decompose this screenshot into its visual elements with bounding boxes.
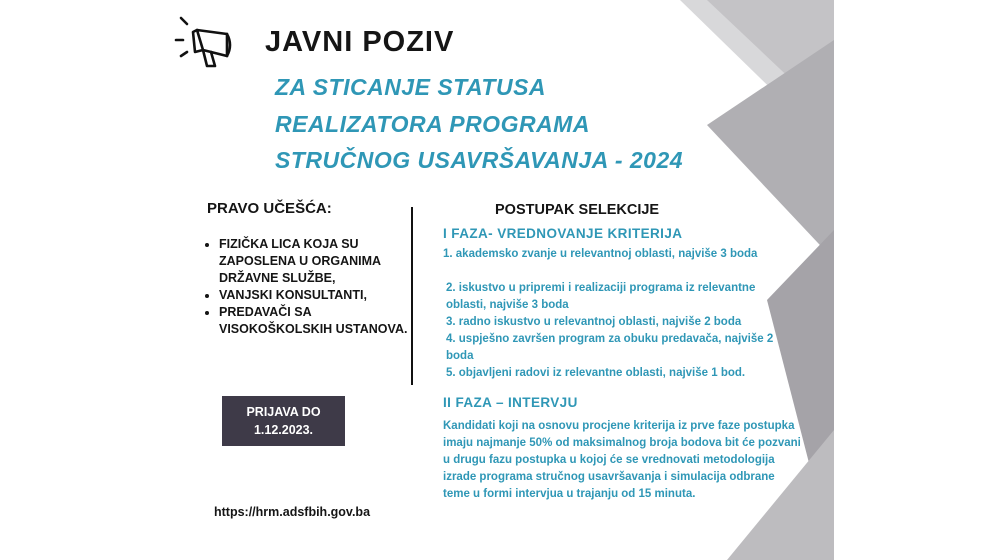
megaphone-icon [173, 10, 243, 78]
website-url: https://hrm.adsfbih.gov.ba [214, 505, 371, 519]
criterion-item: 1. akademsko zvanje u relevantnoj oblasti, najviše 3 boda [443, 248, 758, 260]
list-item: • PREDAVAČI SA VISOKOŠKOLSKIH USTANOVA. [219, 304, 424, 338]
list-item: • FIZIČKA LICA KOJA SU ZAPOSLENA U ORGANIMA DRŽAVNE SLUŽBE, [219, 236, 424, 287]
list-item: • VANJSKI KONSULTANTI, [219, 287, 424, 304]
eligibility-list [203, 236, 424, 338]
phase2-description: Kandidati koji na osnovu procjene kriterija iz prve faze postupka imaju najmanje 50% od maksimalnog broja bodova bit će pozvani u drugu fazu postupka u kojoj će se vrednovati metodologija izrade programa stručnog usavršavanja i simulacija odbrane teme u formi intervjua u trajanju od 15 minuta. [443, 420, 801, 500]
subtitle-line: ZA STICANJE STATUSA [275, 74, 547, 100]
criterion-item: 2. iskustvo u pripremi i realizaciji programa iz relevantne oblasti, najviše 3 boda [446, 282, 756, 311]
subtitle-line: STRUČNOG USAVRŠAVANJA - 2024 [275, 147, 684, 173]
subtitle-line: REALIZATORA PROGRAMA [275, 111, 590, 137]
deadline-box [222, 396, 345, 446]
poster [167, 0, 834, 560]
deadline-label: PRIJAVA DO [246, 405, 321, 419]
deadline-date: 1.12.2023. [253, 423, 314, 437]
pravo-heading: PRAVO UČEŠĆA: [207, 200, 332, 217]
selection-heading: POSTUPAK SELEKCIJE [495, 202, 660, 218]
criterion-item: 4. uspješno završen program za obuku predavača, najviše 2 boda [446, 333, 774, 362]
vertical-divider [411, 207, 413, 385]
criterion-item: 3. radno iskustvo u relevantnoj oblasti, najviše 2 boda [446, 316, 742, 328]
phase2-heading: II FAZA – INTERVJU [443, 395, 578, 410]
main-title: JAVNI POZIV [265, 26, 455, 58]
criterion-item: 5. objavljeni radovi iz relevantne oblasti, najviše 1 bod. [446, 367, 746, 379]
phase1-heading: I FAZA- VREDNOVANJE KRITERIJA [443, 226, 683, 241]
